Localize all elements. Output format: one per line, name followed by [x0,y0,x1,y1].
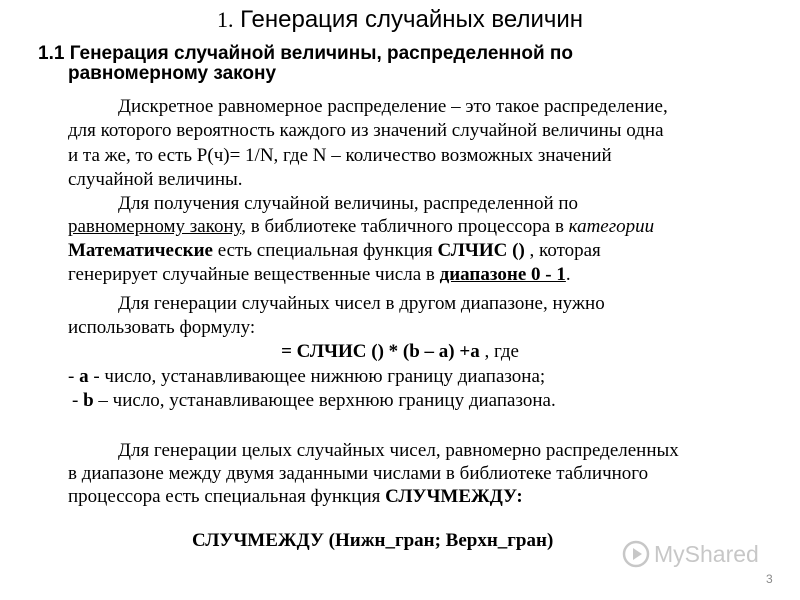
formula-randbetween [192,530,553,552]
category-word: категории [568,216,655,237]
slide-title [0,4,800,36]
watermark-play-icon [622,540,650,568]
var-b: b [83,390,94,411]
formula-suffix: , где [479,341,519,362]
p4-line2: в диапазоне между двумя заданными числами в библиотеке табличного [68,463,649,484]
math-category: Математические [68,240,213,261]
section-heading-line1: 1.1 Генерация случайной величины, распределенной по [38,43,573,64]
p2-line3-text: есть специальная функция [212,240,438,261]
p1-line1: Дискретное равномерное распределение – это такое распределение, [118,96,668,117]
p2-line3-end: , которая [524,240,601,261]
section-heading [38,44,778,84]
watermark [622,540,759,568]
p2-line2-text: , в библиотеке табличного процессора в [241,216,569,237]
var-b-line [72,390,556,412]
uniform-law-link: равномерному закону [68,216,242,237]
watermark-text: MyShared [654,540,759,567]
p4-line1: Для генерации целых случайных чисел, равномерно распределенных [118,440,679,461]
p3-line2: использовать формулу: [68,317,256,338]
randbetween-function: СЛУЧМЕЖДУ: [385,486,523,507]
page-number: 3 [766,572,773,586]
range-0-1: диапазоне 0 - 1 [439,264,566,285]
p2-line1: Для получения случайной величины, распределенной по [118,193,579,214]
p3-line1: Для генерации случайных чисел в другом диапазоне, нужно [118,293,605,314]
title-text: Генерация случайных величин [240,6,584,33]
var-a: а [79,366,89,387]
section-heading-line2: равномерному закону [68,63,277,84]
formula-rand-range [0,341,800,363]
var-b-desc: – число, устанавливающее верхнюю границу диапазона. [93,390,556,411]
p1-line3: и та же, то есть Р(ч)= 1/N, где N – количество возможных значений [68,145,612,166]
randbetween-formula-text: СЛУЧМЕЖДУ (Нижн_гран; Верхн_гран) [192,530,554,551]
p4-line3 [68,486,523,508]
var-b-dash: - [72,390,84,411]
formula-text: = СЛЧИС () * (b – a) +a [281,341,480,362]
var-a-dash: - [68,366,80,387]
var-a-line [68,366,545,388]
p1-line2: для которого вероятность каждого из значений случайной величины одна [68,120,664,141]
title-number: 1. [216,7,234,32]
var-a-desc: - число, устанавливающее нижнюю границу диапазона; [88,366,546,387]
p2-line2 [68,216,654,238]
p2-line3 [68,240,601,262]
p2-line4-text: генерирует случайные вещественные числа в [68,264,440,285]
rand-function: СЛЧИС () [437,240,525,261]
p1-line4: случайной величины. [68,169,243,190]
p2-line4-end: . [565,264,571,285]
p4-line3-text: процессора есть специальная функция [68,486,386,507]
p2-line4 [68,264,571,286]
